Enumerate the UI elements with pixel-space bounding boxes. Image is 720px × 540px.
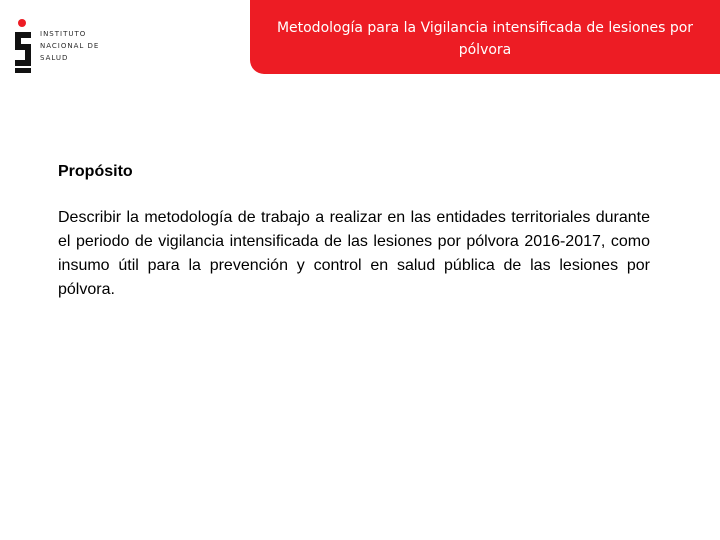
institution-logo [12, 18, 102, 74]
logo-line-3: SALUD [40, 54, 69, 62]
content-section [58, 160, 650, 302]
logo-text [40, 28, 99, 64]
section-heading: Propósito [58, 163, 133, 180]
slide-title: Metodología para la Vigilancia intensificada de lesiones por pólvora [276, 20, 694, 58]
ins-logo-icon [12, 18, 36, 74]
logo-line-2: NACIONAL DE [40, 42, 100, 50]
logo-line-1: INSTITUTO [40, 30, 87, 38]
header-banner [250, 0, 720, 74]
section-body: Describir la metodología de trabajo a realizar en las entidades territoriales durante el periodo de vigilancia intensificada de las lesiones por pólvora 2016-2017, como insumo útil para la prevención y control en salud pública de las lesiones por pólvora. [58, 209, 650, 298]
